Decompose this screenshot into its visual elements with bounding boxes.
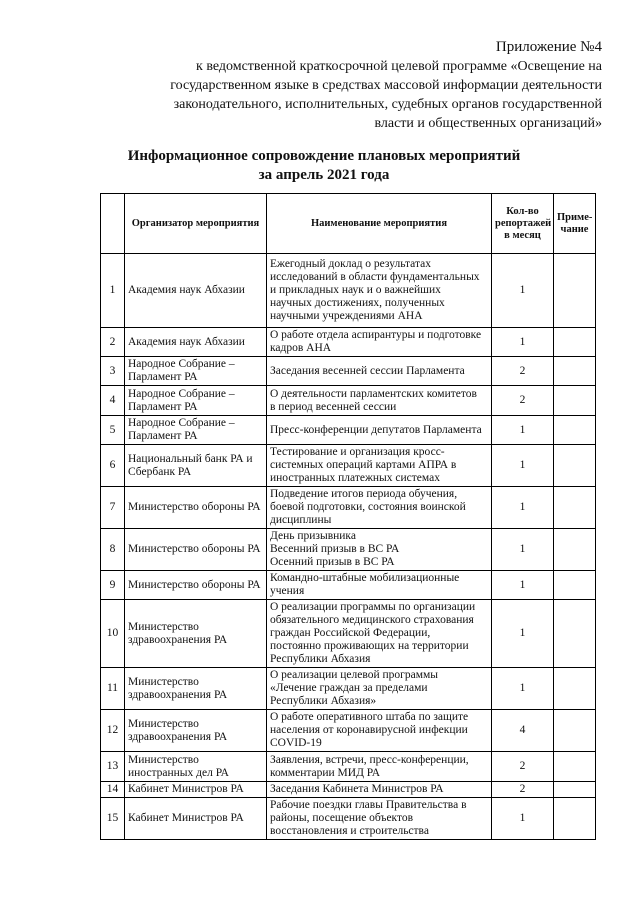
row-note — [554, 445, 596, 487]
row-organizer: Министерство здравоохранения РА — [125, 600, 267, 668]
row-note — [554, 254, 596, 328]
event-line: населения от коронавирусной инфекции — [270, 724, 468, 736]
event-line: Заявления, встречи, пресс-конференции, — [270, 753, 469, 766]
event-line: Весенний призыв в ВС РА — [270, 543, 400, 555]
event-line: научных достижениях, полученных — [270, 297, 445, 309]
event-line: учения — [270, 585, 305, 597]
row-note — [554, 328, 596, 357]
row-count: 2 — [492, 752, 554, 782]
row-note — [554, 529, 596, 571]
appendix-line: законодательного, исполнительных, судебных органов государственной — [173, 97, 602, 112]
header-number — [101, 194, 125, 254]
event-line: Ежегодный доклад о результатах — [270, 258, 431, 270]
event-line: О реализации программы по организации — [270, 601, 476, 613]
row-event — [267, 254, 492, 328]
row-note — [554, 782, 596, 798]
event-line: Подведение итогов периода обучения, — [270, 488, 458, 500]
document-title — [100, 147, 548, 185]
event-line: научными учреждениями АНА — [270, 310, 423, 322]
event-line: иностранных платежных системах — [270, 472, 440, 484]
row-event — [267, 668, 492, 710]
row-number: 4 — [101, 386, 125, 416]
row-note — [554, 710, 596, 752]
row-number: 8 — [101, 529, 125, 571]
row-number: 3 — [101, 357, 125, 386]
row-number: 2 — [101, 328, 125, 357]
row-note — [554, 668, 596, 710]
event-line: О деятельности парламентских комитетов — [270, 387, 477, 400]
event-line: Заседания Кабинета Министров РА — [270, 783, 444, 795]
event-line: исследований в области фундаментальных — [270, 271, 480, 283]
row-organizer: Академия наук Абхазии — [125, 254, 267, 328]
row-count: 1 — [492, 600, 554, 668]
event-line: Осенний призыв в ВС РА — [270, 556, 395, 568]
row-organizer: Народное Собрание – Парламент РА — [125, 416, 267, 445]
row-number: 13 — [101, 752, 125, 782]
event-line: кадров АНА — [270, 342, 332, 354]
event-line: боевой подготовки, состояния воинской — [270, 501, 466, 513]
row-number: 6 — [101, 445, 125, 487]
event-line: О реализации целевой программы — [270, 669, 438, 681]
event-line: Тестирование и организация кросс- — [270, 446, 445, 458]
event-line: системных операций картами АПРА в — [270, 459, 457, 471]
row-number: 12 — [101, 710, 125, 752]
row-note — [554, 571, 596, 600]
row-number: 14 — [101, 782, 125, 798]
table-header-row — [101, 194, 596, 254]
row-note — [554, 487, 596, 529]
row-event — [267, 600, 492, 668]
row-event — [267, 752, 492, 782]
row-organizer: Кабинет Министров РА — [125, 782, 267, 798]
row-event — [267, 445, 492, 487]
table-row — [101, 600, 596, 668]
row-count: 2 — [492, 357, 554, 386]
event-line: граждан Российской Федерации, — [270, 627, 431, 639]
table-row — [101, 328, 596, 357]
row-event — [267, 782, 492, 798]
row-note — [554, 416, 596, 445]
table-row — [101, 445, 596, 487]
appendix-number: Приложение №4 — [495, 39, 602, 55]
row-count: 1 — [492, 571, 554, 600]
row-organizer: Министерство обороны РА — [125, 529, 267, 571]
row-organizer: Министерство обороны РА — [125, 487, 267, 529]
table-row — [101, 529, 596, 571]
row-count: 1 — [492, 798, 554, 840]
row-event — [267, 357, 492, 386]
event-line: День призывника — [270, 530, 356, 542]
appendix-line: государственном языке в средствах массовой информации деятельности — [170, 78, 602, 93]
event-line: комментарии МИД РА — [270, 766, 381, 779]
row-event — [267, 416, 492, 445]
row-note — [554, 386, 596, 416]
event-line: районы, посещение объектов — [270, 812, 414, 824]
event-line: Командно-штабные мобилизационные — [270, 572, 460, 584]
table-row — [101, 710, 596, 752]
row-event — [267, 386, 492, 416]
table-row — [101, 487, 596, 529]
table-row — [101, 752, 596, 782]
table-row — [101, 571, 596, 600]
appendix-line: власти и общественных организаций» — [374, 116, 602, 131]
event-line: «Лечение граждан за пределами — [270, 682, 428, 694]
row-count: 1 — [492, 487, 554, 529]
row-organizer: Министерство иностранных дел РА — [125, 752, 267, 782]
event-line: постоянно проживающих на территории — [270, 640, 469, 652]
events-table — [100, 193, 596, 840]
event-line: COVID-19 — [270, 737, 322, 749]
event-line: Заседания весенней сессии Парламента — [270, 364, 465, 377]
row-organizer: Министерство здравоохранения РА — [125, 668, 267, 710]
event-line: Республики Абхазия — [270, 653, 371, 665]
row-organizer: Кабинет Министров РА — [125, 798, 267, 840]
event-line: восстановления и строительства — [270, 825, 429, 837]
table-row — [101, 416, 596, 445]
table-row — [101, 254, 596, 328]
row-number: 7 — [101, 487, 125, 529]
title-line: за апрель 2021 года — [258, 167, 390, 183]
row-number: 5 — [101, 416, 125, 445]
row-note — [554, 798, 596, 840]
table-body — [101, 254, 596, 840]
row-organizer: Министерство здравоохранения РА — [125, 710, 267, 752]
table-row — [101, 782, 596, 798]
table-row — [101, 798, 596, 840]
row-event — [267, 710, 492, 752]
table-row — [101, 386, 596, 416]
appendix-header — [90, 38, 602, 133]
row-event — [267, 529, 492, 571]
row-count: 1 — [492, 668, 554, 710]
row-count: 2 — [492, 386, 554, 416]
row-note — [554, 752, 596, 782]
row-organizer: Народное Собрание – Парламент РА — [125, 386, 267, 416]
header-count: Кол-во репортажей в месяц — [492, 194, 554, 254]
row-event — [267, 798, 492, 840]
event-line: О работе оперативного штаба по защите — [270, 711, 469, 723]
event-line: Республики Абхазия» — [270, 695, 377, 707]
event-line: Рабочие поездки главы Правительства в — [270, 799, 467, 811]
event-line: Пресс-конференции депутатов Парламента — [270, 423, 482, 436]
event-line: в период весенней сессии — [270, 400, 397, 413]
row-organizer: Народное Собрание – Парламент РА — [125, 357, 267, 386]
event-line: и прикладных наук и о важнейших — [270, 284, 441, 296]
row-count: 2 — [492, 782, 554, 798]
row-number: 15 — [101, 798, 125, 840]
event-line: дисциплины — [270, 514, 332, 526]
header-event: Наименование мероприятия — [267, 194, 492, 254]
header-note: Приме-чание — [554, 194, 596, 254]
table-row — [101, 357, 596, 386]
row-note — [554, 600, 596, 668]
header-organizer: Организатор мероприятия — [125, 194, 267, 254]
event-line: обязательного медицинского страхования — [270, 614, 474, 626]
row-event — [267, 571, 492, 600]
row-event — [267, 328, 492, 357]
row-number: 1 — [101, 254, 125, 328]
row-organizer: Национальный банк РА и Сбербанк РА — [125, 445, 267, 487]
row-number: 9 — [101, 571, 125, 600]
row-count: 1 — [492, 529, 554, 571]
row-event — [267, 487, 492, 529]
row-number: 10 — [101, 600, 125, 668]
appendix-line: к ведомственной краткосрочной целевой программе «Освещение на — [196, 59, 602, 74]
row-count: 1 — [492, 416, 554, 445]
row-organizer: Академия наук Абхазии — [125, 328, 267, 357]
row-count: 1 — [492, 445, 554, 487]
row-number: 11 — [101, 668, 125, 710]
event-line: О работе отдела аспирантуры и подготовке — [270, 329, 482, 341]
row-note — [554, 357, 596, 386]
row-organizer: Министерство обороны РА — [125, 571, 267, 600]
title-line: Информационное сопровождение плановых мероприятий — [127, 148, 521, 164]
row-count: 1 — [492, 328, 554, 357]
row-count: 1 — [492, 254, 554, 328]
table-row — [101, 668, 596, 710]
row-count: 4 — [492, 710, 554, 752]
